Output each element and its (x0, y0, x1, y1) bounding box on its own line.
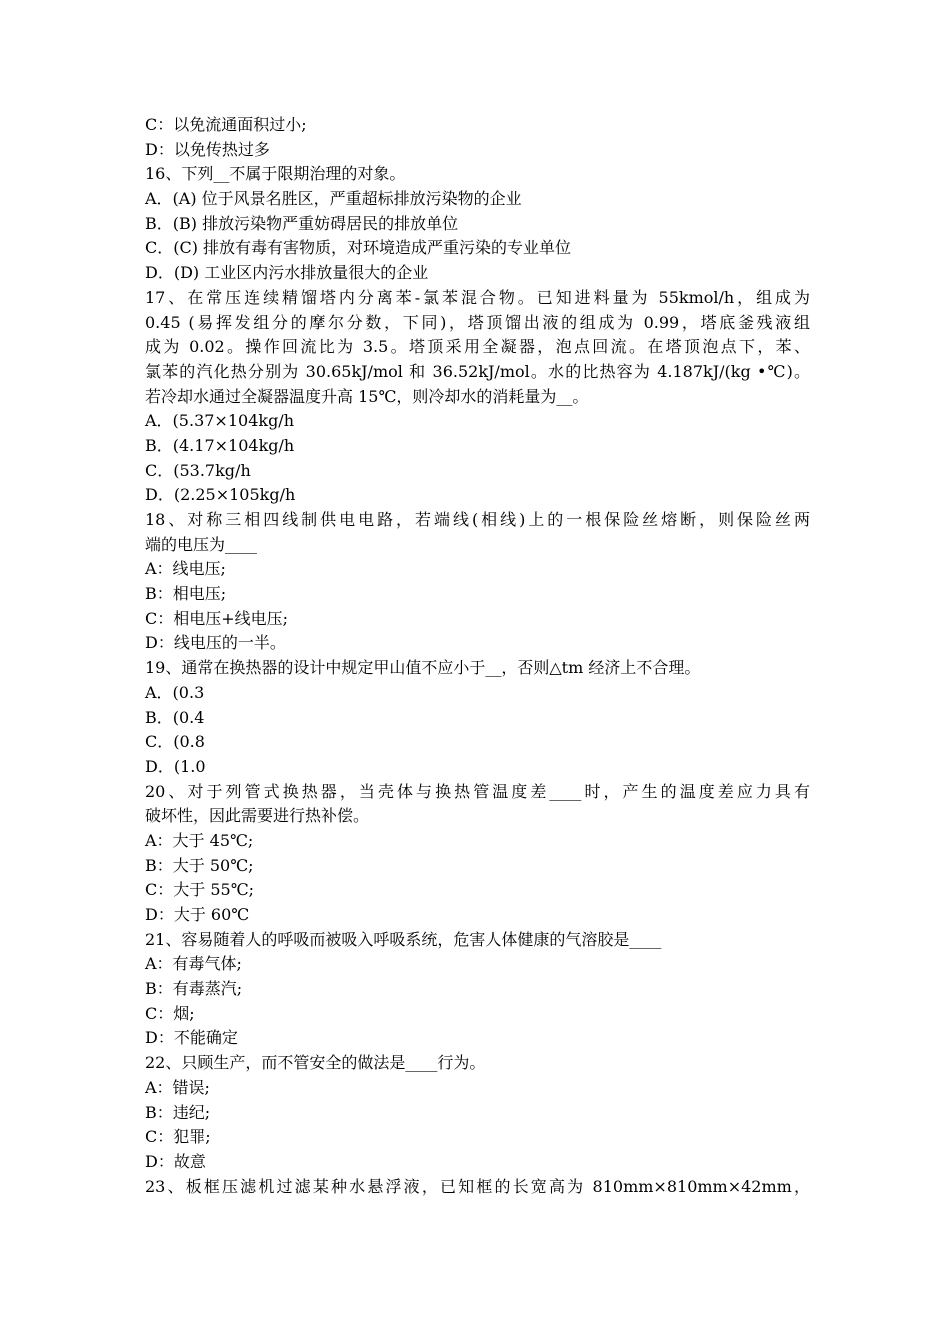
question-19-option-a: A．(0.3 (145, 682, 205, 702)
question-16-option-d: D．(D) 工业区内污水排放量很大的企业 (145, 263, 429, 283)
text-line: D：以免传热过多 (145, 139, 270, 159)
question-22-option-c: C：犯罪; (145, 1127, 211, 1147)
question-22-stem: 22、只顾生产，而不管安全的做法是____行为。 (145, 1053, 486, 1073)
question-17-stem: 成为 0.02。操作回流比为 3.5。塔顶采用全凝器，泡点回流。在塔顶泡点下，苯、 (145, 337, 810, 357)
question-18-stem: 18、对称三相四线制供电电路，若端线(相线)上的一根保险丝熔断，则保险丝两 (145, 510, 810, 529)
question-17-stem: 若冷却水通过全凝器温度升高 15℃，则冷却水的消耗量为__。 (145, 386, 589, 406)
question-17-stem: 0.45 (易挥发组分的摩尔分数，下同)，塔顶馏出液的组成为 0.99，塔底釜残液组 (145, 312, 810, 332)
question-19-option-b: B．(0.4 (145, 707, 205, 727)
question-19-stem: 19、通常在换热器的设计中规定甲山值不应小于__，否则△tm 经济上不合理。 (145, 658, 701, 678)
document-page (145, 113, 810, 1199)
question-18-option-b: B：相电压; (145, 584, 227, 604)
question-19-option-c: C．(0.8 (145, 732, 205, 752)
question-20-stem: 20、对于列管式换热器，当壳体与换热管温度差____时，产生的温度差应力具有 (145, 781, 810, 801)
question-16-option-c: C．(C) 排放有毒有害物质，对环境造成严重污染的专业单位 (145, 238, 572, 258)
question-19-option-d: D．(1.0 (145, 756, 206, 776)
question-20-option-d: D：大于 60℃ (145, 905, 250, 924)
question-22-option-a: A：错误; (145, 1077, 210, 1097)
question-21-option-b: B：有毒蒸汽; (145, 979, 243, 999)
question-18-option-c: C：相电压+线电压; (145, 608, 289, 628)
question-18-option-d: D：线电压的一半。 (145, 633, 286, 653)
question-20-option-a: A：大于 45℃; (145, 830, 254, 850)
question-21-option-c: C：烟; (145, 1003, 195, 1023)
question-17-stem: 氯苯的汽化热分别为 30.65kJ/mol 和 36.52kJ/mol。水的比热容为 4.187kJ/(kg •℃)。 (145, 361, 810, 381)
question-20-option-c: C：大于 55℃; (145, 880, 254, 900)
question-16-stem: 16、下列__不属于限期治理的对象。 (145, 164, 406, 184)
question-21-option-a: A：有毒气体; (145, 954, 242, 974)
question-16-option-a: A．(A) 位于风景名胜区，严重超标排放污染物的企业 (145, 189, 522, 209)
question-23-stem: 23、板框压滤机过滤某种水悬浮液，已知框的长宽高为 810mm×810mm×42mm， (145, 1176, 810, 1196)
question-17-stem: 17、在常压连续精馏塔内分离苯-氯苯混合物。已知进料量为 55kmol/h，组成为 (145, 287, 810, 307)
question-17-option-a: A．(5.37×104kg/h (145, 411, 295, 431)
question-18-stem: 端的电压为____ (145, 534, 258, 554)
question-17-option-d: D．(2.25×105kg/h (145, 485, 296, 505)
question-22-option-b: B：违纪; (145, 1102, 211, 1122)
question-20-stem: 破坏性，因此需要进行热补偿。 (145, 806, 370, 826)
question-21-stem: 21、容易随着人的呼吸而被吸入呼吸系统，危害人体健康的气溶胶是____ (145, 929, 662, 949)
text-line: C：以免流通面积过小; (145, 115, 307, 134)
question-22-option-d: D：故意 (145, 1151, 206, 1171)
question-17-option-b: B．(4.17×104kg/h (145, 435, 295, 455)
question-18-option-a: A：线电压; (145, 559, 226, 579)
question-17-option-c: C．(53.7kg/h (145, 460, 251, 480)
question-16-option-b: B．(B) 排放污染物严重妨碍居民的排放单位 (145, 213, 459, 233)
question-20-option-b: B：大于 50℃; (145, 855, 254, 875)
question-21-option-d: D：不能确定 (145, 1028, 238, 1048)
